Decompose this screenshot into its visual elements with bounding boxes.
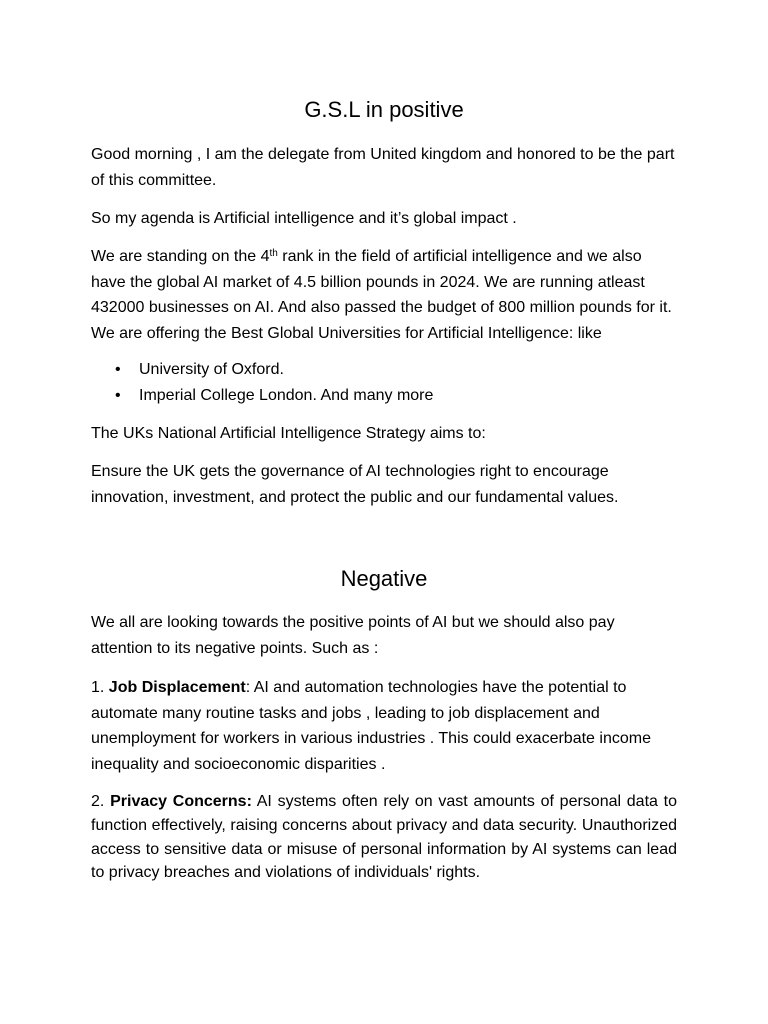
point-heading: Job Displacement [108, 679, 246, 696]
rank-paragraph [91, 244, 677, 346]
list-item [91, 357, 433, 383]
job-displacement-paragraph [91, 675, 677, 777]
privacy-concerns-paragraph [91, 790, 677, 885]
point-heading: Privacy Concerns: [110, 793, 252, 810]
rank-text-start: We are standing on the 4 [91, 248, 270, 265]
strategy-intro-paragraph: The UKs National Artificial Intelligence Strategy aims to: [91, 425, 486, 442]
bullet-icon: • [115, 361, 121, 378]
negative-intro-paragraph: We all are looking towards the positive points of AI but we should also pay attention to its negative points. Such as : [91, 614, 615, 657]
list-item-text: University of Oxford. [139, 361, 284, 378]
negative-title: Negative [340, 566, 428, 591]
list-item-text: Imperial College London. And many more [139, 386, 434, 404]
list-item [91, 383, 433, 409]
agenda-paragraph: So my agenda is Artificial intelligence and it’s global impact . [91, 210, 517, 227]
point-number: 2. [91, 793, 111, 810]
universities-list [91, 357, 433, 408]
rank-text-rest: rank in the field of artificial intelligence and we also have the global AI market of 4.5 billion pounds in 2024. We are running atleast 432000 businesses on AI. And also passed the budget of 800 million pounds for it. We are offering the Best Global Universities for Artificial Intelligence: like [91, 248, 672, 342]
positive-title: G.S.L in positive [304, 97, 464, 122]
strategy-text-paragraph: Ensure the UK gets the governance of AI technologies right to encourage innovation, investment, and protect the public and our fundamental values. [91, 463, 619, 506]
point-number: 1. [91, 679, 109, 696]
bullet-icon: • [115, 386, 121, 404]
rank-superscript: th [269, 248, 278, 259]
point-text: AI systems often rely on vast amounts of personal data to function effectively, raising concerns about privacy and data security. Unauthorized access to sensitive data or misuse of personal information by AI systems can lead to privacy breaches and violations of individuals' rights. [91, 793, 678, 882]
greeting-paragraph: Good morning , I am the delegate from United kingdom and honored to be the part of this committee. [91, 146, 675, 189]
point-text: : AI and automation technologies have the potential to automate many routine tasks and jobs , leading to job displacement and unemployment for workers in various industries . This could exacerbate income inequality and socioeconomic disparities . [91, 679, 651, 773]
